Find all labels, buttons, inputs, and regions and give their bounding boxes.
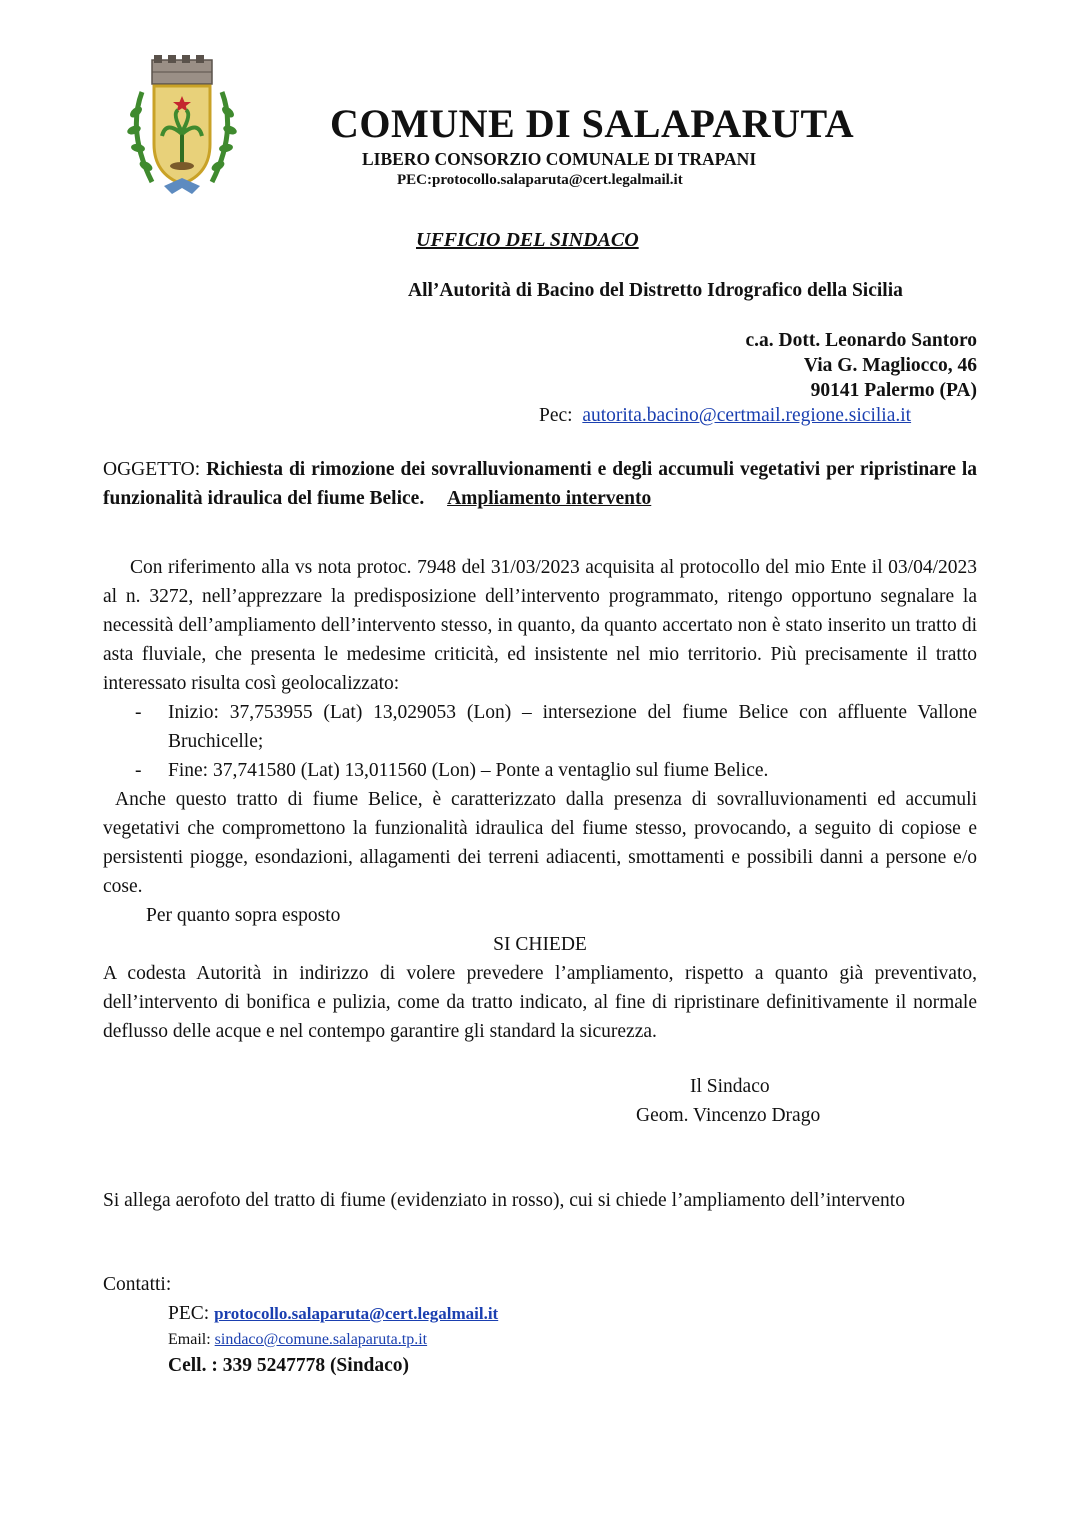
contact-pec <box>168 1303 498 1325</box>
recipient-city: 90141 Palermo (PA) <box>810 380 977 401</box>
list-item <box>103 756 977 785</box>
signature-role: Il Sindaco <box>690 1076 770 1097</box>
header-pec-value: protocollo.salaparuta@cert.legalmail.it <box>432 172 683 188</box>
bullet-start: Inizio: 37,753955 (Lat) 13,029053 (Lon) – intersezione del fiume Belice con affluente Vallone Bruchicelle; <box>168 702 977 752</box>
contact-email-link[interactable]: sindaco@comune.salaparuta.tp.it <box>214 1331 428 1348</box>
recipient-ca: c.a. Dott. Leonardo Santoro <box>745 330 977 351</box>
attachment-note: Si allega aerofoto del tratto di fiume (evidenziato in rosso), cui si chiede l’ampliamento dell’intervento <box>103 1190 905 1211</box>
coat-of-arms-icon <box>122 52 242 202</box>
contact-pec-label: PEC: <box>168 1303 210 1324</box>
list-item <box>103 698 977 756</box>
subject-extra: Ampliamento intervento <box>447 488 652 509</box>
recipient-line: All’Autorità di Bacino del Distretto Idrografico della Sicilia <box>408 280 903 301</box>
bullet-marker: - <box>135 702 142 723</box>
bullet-marker: - <box>135 760 142 781</box>
header-pec <box>397 172 683 189</box>
contacts-label: Contatti: <box>103 1274 172 1295</box>
recipient-pec-link[interactable]: autorita.bacino@certmail.regione.sicilia.it <box>582 405 912 426</box>
contact-pec-link[interactable]: protocollo.salaparuta@cert.legalmail.it <box>214 1304 499 1323</box>
paragraph-request: A codesta Autorità in indirizzo di volere prevedere l’ampliamento, rispetto a quanto già preventivato, dell’intervento di bonifica e pulizia, come da tratto indicato, al fine di ripristinare definitivamente il normale deflusso delle acque e nel contempo garantire gli standard la sicurezza. <box>103 963 977 1042</box>
recipient-street: Via G. Magliocco, 46 <box>803 355 977 376</box>
contact-email <box>168 1331 427 1349</box>
header-pec-label: PEC: <box>397 172 432 188</box>
contact-cell: Cell. : 339 5247778 (Sindaco) <box>168 1355 410 1376</box>
contact-email-label: Email: <box>168 1331 211 1348</box>
paragraph-description: Anche questo tratto di fiume Belice, è caratterizzato dalla presenza di sovralluvionamenti ed accumuli vegetativi che compromettono la funzionalità idraulica del fiume stesso, provocando, a seguito di copiose e persistenti piogge, esondazioni, allagamenti dei terreni adiacenti, smottamenti e possibili danni a persone e/o cose. <box>103 789 977 897</box>
page-title: COMUNE DI SALAPARUTA <box>330 101 855 146</box>
subject-text: Richiesta di rimozione dei sovralluvionamenti e degli accumuli vegetativi per ripristinare la funzionalità idraulica del fiume Belice. <box>103 459 977 509</box>
page-subtitle: LIBERO CONSORZIO COMUNALE DI TRAPANI <box>362 149 757 169</box>
letter-body <box>103 553 977 1046</box>
office-heading: UFFICIO DEL SINDACO <box>416 229 639 251</box>
subject-label: OGGETTO: <box>103 459 201 480</box>
recipient-pec <box>539 405 911 427</box>
subject-block <box>103 455 977 513</box>
recipient-pec-label: Pec: <box>539 405 573 426</box>
bullet-end: Fine: 37,741580 (Lat) 13,011560 (Lon) – Ponte a ventaglio sul fiume Belice. <box>168 760 769 781</box>
paragraph-reference: Con riferimento alla vs nota protoc. 7948 del 31/03/2023 acquisita al protocollo del mio Ente il 03/04/2023 al n. 3272, nell’apprezzare la predisposizione dell’intervento programmato, ritengo opportuno segnalare la necessità dell’ampliamento dell’intervento stesso, in quanto, da quanto accertato non è stato inserito un tratto di asta fluviale, che presenta le medesime criticità, ed insistente nel mio territorio. Più precisamente il tratto interessato risulta così geolocalizzato: <box>103 557 977 694</box>
signature-name: Geom. Vincenzo Drago <box>636 1105 821 1126</box>
request-heading: SI CHIEDE <box>493 934 587 955</box>
paragraph-premise: Per quanto sopra esposto <box>146 905 341 926</box>
